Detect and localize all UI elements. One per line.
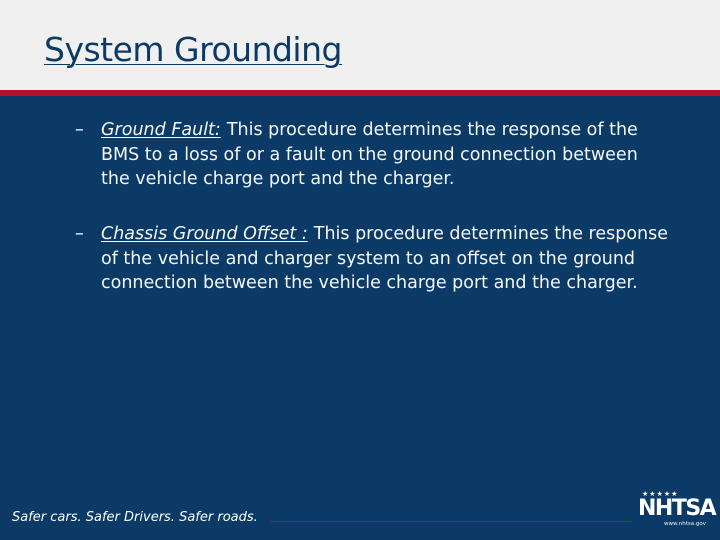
bullet-description: This procedure determines the response of the BMS to a loss of or a fault on the ground connection between the vehicle charge port and the charger. bbox=[101, 120, 638, 189]
logo-url: www.nhtsa.gov bbox=[664, 521, 706, 527]
bullet-description: This procedure determines the response of the vehicle and charger system to an offset on the ground connection between the vehicle charge port and the charger. bbox=[101, 224, 669, 293]
title-divider-line bbox=[0, 90, 720, 96]
title-bar bbox=[0, 0, 720, 90]
logo-text: NHTSA bbox=[638, 496, 716, 521]
logo-stars-icon: ★★★★★ bbox=[642, 490, 679, 498]
nhtsa-logo bbox=[638, 490, 714, 530]
bullet-term: Ground Fault: bbox=[101, 120, 221, 140]
bullet-dash: – bbox=[75, 224, 84, 244]
bullet-term: Chassis Ground Offset : bbox=[101, 224, 308, 244]
bullet-ground-fault bbox=[75, 118, 665, 192]
footer-divider-line bbox=[270, 521, 632, 522]
slide-title: System Grounding bbox=[44, 30, 342, 69]
bullet-text bbox=[101, 118, 665, 192]
bullet-chassis-ground-offset bbox=[75, 222, 680, 296]
bullet-dash: – bbox=[75, 120, 84, 140]
footer-tagline: Safer cars. Safer Drivers. Safer roads. bbox=[12, 510, 258, 525]
bullet-text bbox=[101, 222, 680, 296]
